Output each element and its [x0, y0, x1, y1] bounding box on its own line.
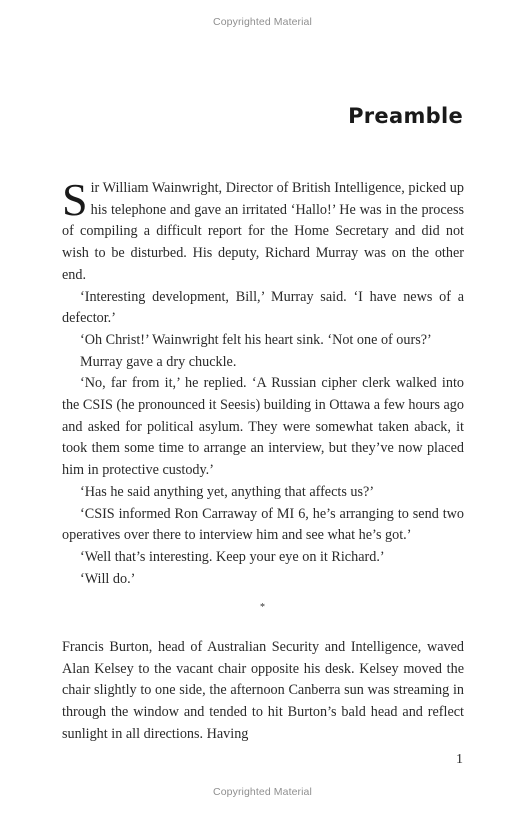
paragraph-6: ‘Has he said anything yet, anything that affects us?’ [80, 483, 375, 500]
paragraph-2: ‘Interesting development, Bill,’ Murray said. ‘I have news of a defector.’ [62, 288, 464, 327]
paragraph-1-text: ir William Wainwright, Director of British Intelligence, picked up his telephone and gave an irritated ‘Hallo!’ He was in the process of compiling a difficult report for the Home Secretary and did not wish to be disturbed. His deputy, Richard Murray was on the other end. [62, 180, 464, 283]
copyright-watermark-bottom: Copyrighted Material [213, 786, 312, 798]
body-text-section-2 [62, 637, 464, 746]
paragraph-5: ‘No, far from it,’ he replied. ‘A Russian cipher clerk walked into the CSIS (he pronounced it Seesis) building in Ottawa a few hours ago and asked for political asylum. They were somewhat taken aback, it took them some time to arrange an interview, but they’ve now placed him in protective custody.’ [62, 375, 464, 479]
body-text [62, 174, 464, 590]
chapter-title: Preamble [348, 104, 463, 128]
copyright-watermark-top: Copyrighted Material [213, 16, 312, 28]
paragraph-7: ‘CSIS informed Ron Carraway of MI 6, he’s arranging to send two operatives over there to interview him and see what he’s got.’ [62, 505, 464, 544]
paragraph-4: Murray gave a dry chuckle. [80, 353, 237, 370]
paragraph-9: ‘Will do.’ [80, 570, 136, 587]
drop-cap: S [62, 174, 88, 225]
section-break: * [260, 602, 265, 613]
paragraph-8: ‘Well that’s interesting. Keep your eye on it Richard.’ [80, 548, 385, 565]
paragraph-10: Francis Burton, head of Australian Security and Intelligence, waved Alan Kelsey to the vacant chair opposite his desk. Kelsey moved the chair slightly to one side, the afternoon Canberra sun was streaming in through the window and tended to hit Burton’s bald head and reflect sunlight in all directions. Having [62, 639, 464, 742]
page-number: 1 [456, 752, 463, 767]
paragraph-1 [62, 174, 464, 287]
paragraph-3: ‘Oh Christ!’ Wainwright felt his heart sink. ‘Not one of ours?’ [80, 331, 432, 348]
